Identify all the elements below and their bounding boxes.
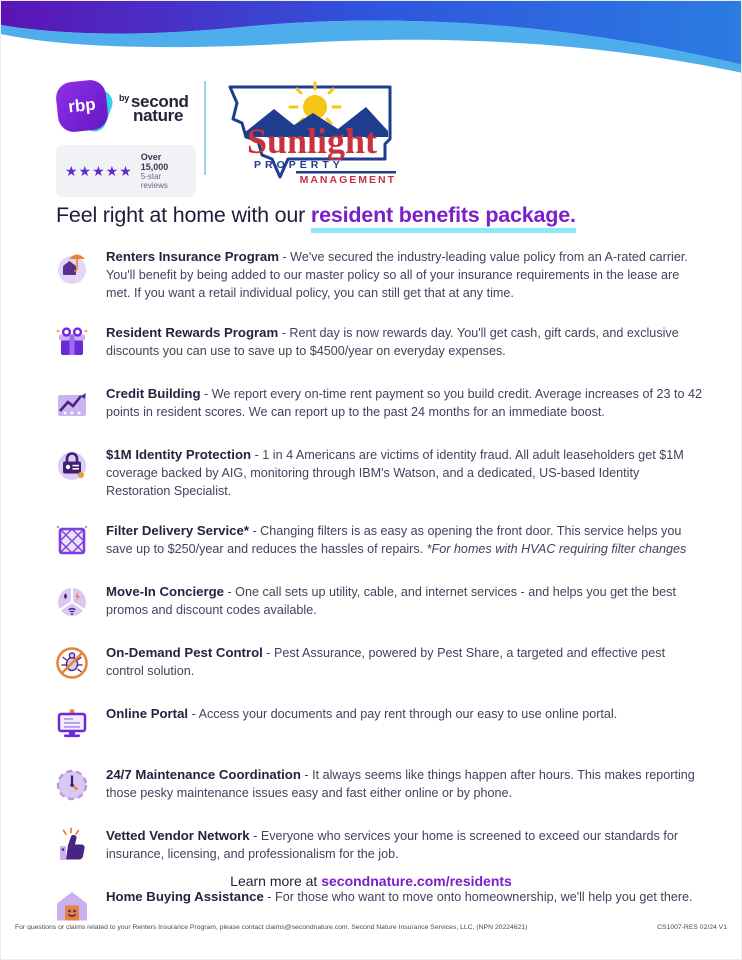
id-lock-icon [51,445,93,500]
second-nature-wordmark [119,91,189,123]
rbp-badge-icon [56,79,110,135]
benefit-note: *For homes with HVAC requiring filter changes [423,542,687,556]
benefit-title: Move-In Concierge [106,584,224,599]
benefit-title: Vetted Vendor Network [106,828,250,843]
benefit-desc: - Pest Assurance, powered by Pest Share, a targeted and effective pest control solution. [106,646,666,678]
benefit-item-resident-rewards [51,323,703,363]
benefit-desc: - Everyone who services your home is screened to exceed our standards for insurance, licensing, and professionalism for the job. [106,829,679,861]
house-person-icon [51,887,93,927]
property-label: PROPERTY [254,159,344,171]
benefit-desc: - It always seems like things happen after hours. This makes reporting those pesky maintenance issues easy and fast either online or by phone. [106,768,695,800]
rbp-brand-block [56,79,196,197]
title-highlight: resident benefits package. [311,203,576,233]
disclaimer-row [15,924,727,931]
benefit-title: Filter Delivery Service* [106,523,249,538]
header-wave-graphic [1,1,742,73]
page-title [56,203,705,228]
byline-by: by [119,93,129,103]
benefit-desc: - Access your documents and pay rent through our easy to use online portal. [188,707,618,721]
reviews-label: 5-star reviews [140,172,168,190]
benefit-item-pest-control [51,643,703,683]
learn-more-prefix: Learn more at [230,873,322,889]
benefit-item-online-portal [51,704,703,744]
umbrella-house-icon [51,247,93,302]
benefit-item-identity-protection [51,445,703,500]
monitor-portal-icon [51,704,93,744]
benefit-item-move-in-concierge [51,582,703,622]
byline-nature: nature [133,106,184,125]
management-label: MANAGEMENT [299,174,396,186]
reviews-count: Over 15,000 [140,152,169,172]
header [56,79,400,197]
utilities-pie-icon [51,582,93,622]
sunlight-wordmark: Sunlight [246,121,378,161]
benefits-list [51,247,703,927]
benefit-title: Resident Rewards Program [106,325,279,340]
benefit-title: 24/7 Maintenance Coordination [106,767,301,782]
benefit-title: Renters Insurance Program [106,249,279,264]
doc-code: CS1007-RES 02/24 V1 [657,924,727,931]
gift-icon [51,323,93,363]
benefit-title: On-Demand Pest Control [106,645,263,660]
benefit-desc: - Changing filters is as easy as opening the front door. This service helps you save up to $250/year and reduces the hassles of repairs. [106,524,682,556]
title-prefix: Feel right at home with our [56,203,311,227]
benefit-desc: - We report every on-time rent payment so you build credit. Average increases of 23 to 42 points in resident scores. We can report up to the past 24 months for an immediate boost. [106,387,702,419]
disclaimer-text: For questions or claims related to your Renters Insurance Program, please contact claims@secondnature.com. Second Nature Insurance Services, LLC. (NPN 20224621) [15,924,528,931]
benefit-desc: - One call sets up utility, cable, and internet services - and helps you get the best promos and discount codes available. [106,585,676,617]
clock-icon [51,765,93,805]
benefit-item-vendor-network [51,826,703,866]
credit-chart-icon [51,384,93,424]
benefit-desc: - For those who want to move onto homeownership, we'll help you get there. [263,890,693,904]
learn-more-link[interactable]: secondnature.com/residents [321,873,512,889]
benefit-item-home-buying [51,887,703,927]
benefit-desc: - Rent day is now rewards day. You'll get cash, gift cards, and exclusive discounts you can use to save up to $4500/year on everyday expenses. [106,326,679,358]
sunlight-property-management-logo [218,79,400,187]
benefit-title: Credit Building [106,386,201,401]
benefit-desc: - 1 in 4 Americans are victims of identity fraud. All adult leaseholders get $1M coverage backed by AIG, monitoring through IBM's Watson, and a dedicated, US-based Identity Restoration Specialist. [106,448,684,498]
air-filter-icon [51,521,93,561]
benefit-title: Home Buying Assistance [106,889,264,904]
reviews-badge [56,145,196,197]
five-stars-icon: ★★★★★ [65,163,133,179]
benefit-item-filter-delivery [51,521,703,561]
benefit-item-credit-building [51,384,703,424]
byline-second: second [130,92,189,111]
benefit-title: $1M Identity Protection [106,447,252,462]
benefit-item-maintenance [51,765,703,805]
rbp-logo-text: rbp [55,79,110,134]
benefit-title: Online Portal [106,706,189,721]
no-pest-icon [51,643,93,683]
logo-divider [204,81,206,175]
benefit-desc: - We've secured the industry-leading value policy from an A-rated carrier. You'll benefit by being added to our master policy so all of your insurance requirements in the lease are met. If you want a retail individual policy, you can still get that at any time. [106,250,688,300]
benefit-item-renters-insurance [51,247,703,302]
learn-more-line [1,873,741,889]
rbp-logo [56,79,196,135]
thumbs-up-icon [51,826,93,866]
